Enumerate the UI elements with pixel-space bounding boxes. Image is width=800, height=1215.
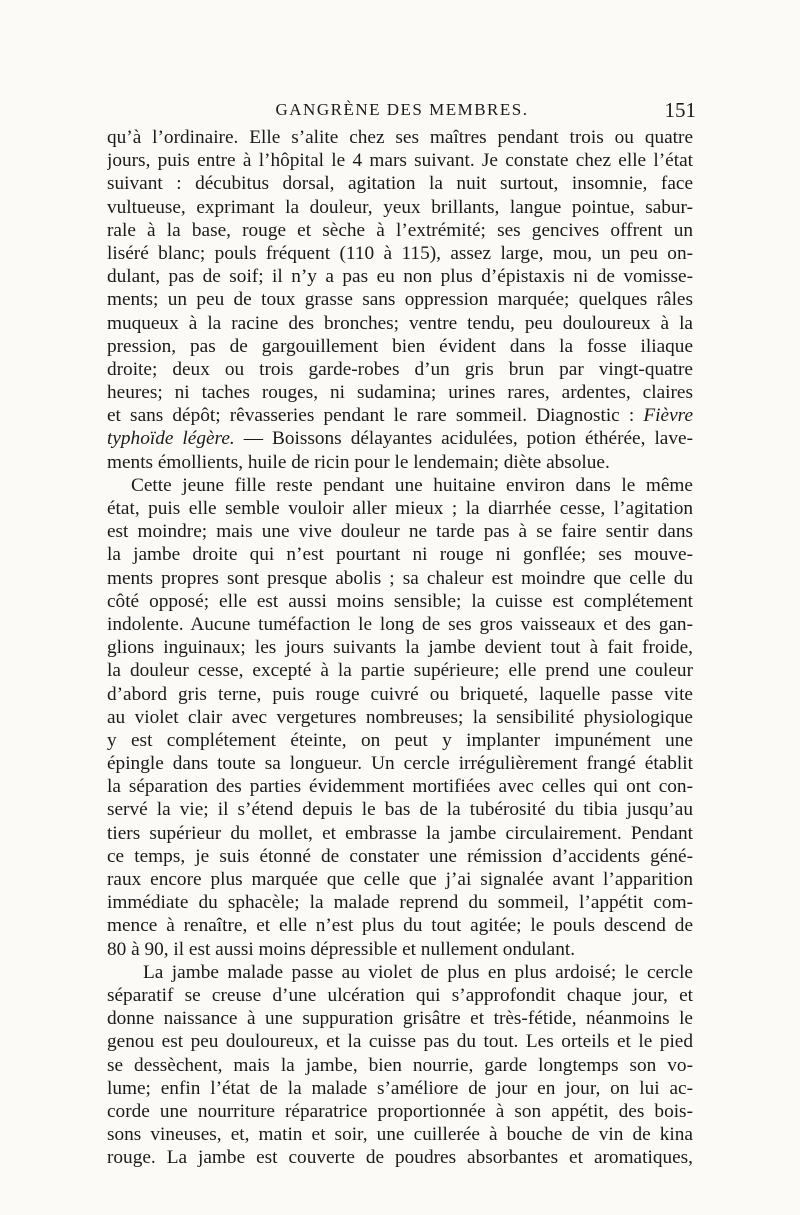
body-text <box>107 126 693 1169</box>
text-line: lume; enfin l’état de la malade s’améliore de jour en jour, on lui ac- <box>107 1077 693 1099</box>
text-line: droite; deux ou trois garde-robes d’un gris brun par vingt-quatre <box>107 358 693 380</box>
text-line: séparatif se creuse d’une ulcération qui s’approfondit chaque jour, et <box>107 984 693 1006</box>
text-line: y est complétement éteinte, on peut y implanter impunément une <box>107 729 693 751</box>
text-line: donne naissance à une suppuration grisâtre et très-fétide, néanmoins le <box>107 1008 693 1030</box>
diagnosis-lead: et sans dépôt; rêvasseries pendant le rare sommeil. Diagnostic : <box>107 405 635 427</box>
text-line: qu’à l’ordinaire. Elle s’alite chez ses maîtres pendant trois ou quatre <box>107 127 693 148</box>
text-line: se dessèchent, mais la jambe, bien nourrie, garde longtemps son vo- <box>107 1054 693 1076</box>
text-line: immédiate du sphacèle; la malade reprend du sommeil, l’appétit com- <box>107 892 693 914</box>
text-line: muqueux à la racine des bronches; ventre tendu, peu douloureux à la <box>107 312 693 334</box>
diagnosis-italic: typhoïde légère. <box>107 428 235 450</box>
text-line: mence à renaître, et elle n’est plus du tout agitée; le pouls descend de <box>107 915 693 937</box>
text-line: rale à la base, rouge et sèche à l’extrémité; ses gencives offrent un <box>107 219 693 241</box>
text-line: la douleur cesse, excepté à la partie supérieure; elle prend une couleur <box>107 660 693 682</box>
paragraph-start: La jambe malade passe au violet de plus en plus ardoisé; le cercle <box>143 961 693 983</box>
text-line: sons vineuses, et, matin et soir, une cuillerée à bouche de vin de kina <box>107 1124 693 1146</box>
treatment-text: — Boissons délayantes acidulées, potion éthérée, lave- <box>234 428 693 450</box>
text-line: vultueuse, exprimant la douleur, yeux brillants, langue pointue, sabur- <box>107 196 693 218</box>
text-line: servé la vie; il s’étend depuis le bas de la tubérosité du tibia jusqu’au <box>107 799 693 821</box>
text-line: épingle dans toute sa longueur. Un cercle irrégulièrement frangé établit <box>107 753 693 775</box>
text-line: raux encore plus marquée que celle que j’ai signalée avant l’apparition <box>107 869 693 890</box>
diagnosis-italic: Fièvre <box>643 405 693 427</box>
text-line: ments propres sont presque abolis ; sa chaleur est moindre que celle du <box>107 567 693 589</box>
text-line: rouge. La jambe est couverte de poudres absorbantes et aromatiques, <box>107 1147 693 1169</box>
text-line: corde une nourriture réparatrice proportionnée à son appétit, des bois- <box>107 1100 693 1122</box>
text-line: heures; ni taches rouges, ni sudamina; urines rares, ardentes, claires <box>107 382 693 404</box>
text-line: ce temps, je suis étonné de constater une rémission d’accidents géné- <box>107 845 693 867</box>
text-line: au violet clair avec vergetures nombreuses; la sensibilité physiologique <box>107 706 693 728</box>
text-line: suivant : décubitus dorsal, agitation la nuit surtout, insomnie, face <box>107 173 693 195</box>
text-line: pression, pas de gargouillement bien évident dans la fosse iliaque <box>107 335 693 357</box>
text-line: dulant, pas de soif; il n’y a pas eu non plus d’épistaxis ni de vomisse- <box>107 266 693 288</box>
text-line <box>107 427 693 450</box>
text-line: la jambe droite qui n’est pourtant ni rouge ni gonflée; ses mouve- <box>107 544 693 566</box>
text-line: 80 à 90, il est aussi moins dépressible et nullement ondulant. <box>107 938 576 960</box>
paragraph-start: Cette jeune fille reste pendant une huitaine environ dans le même <box>131 474 693 496</box>
text-line: liséré blanc; pouls fréquent (110 à 115), assez large, mou, un peu on- <box>107 242 693 264</box>
running-title: GANGRÈNE DES MEMBRES. <box>275 100 529 119</box>
text-line: ments; un peu de toux grasse sans oppression marquée; quelques râles <box>107 289 693 311</box>
text-line: d’abord gris terne, puis rouge cuivré ou briqueté, laquelle passe vite <box>107 683 693 705</box>
text-line: état, puis elle semble vouloir aller mieux ; la diarrhée cesse, l’agitation <box>107 498 693 519</box>
text-line: genou est peu douloureux, et la cuisse pas du tout. Les orteils et le pied <box>107 1031 693 1053</box>
text-line: la séparation des parties évidemment mortifiées avec celles qui ont con- <box>107 776 693 798</box>
text-line: indolente. Aucune tuméfaction le long de ses gros vaisseaux et des gan- <box>107 613 693 635</box>
text-line: glions inguinaux; les jours suivants la jambe devient tout à fait froide, <box>107 637 693 659</box>
text-line: est moindre; mais une vive douleur ne tarde pas à se faire sentir dans <box>107 521 693 543</box>
text-line: côté opposé; elle est aussi moins sensible; la cuisse est complétement <box>107 590 693 612</box>
page-number: 151 <box>664 98 696 122</box>
text-line: jours, puis entre à l’hôpital le 4 mars suivant. Je constate chez elle l’état <box>107 150 693 172</box>
text-line <box>107 404 693 427</box>
page-header <box>108 96 696 126</box>
text-line: ments émollients, huile de ricin pour le lendemain; diète absolue. <box>107 451 610 473</box>
text-line: tiers supérieur du mollet, et embrasse la jambe circulairement. Pendant <box>107 822 693 844</box>
